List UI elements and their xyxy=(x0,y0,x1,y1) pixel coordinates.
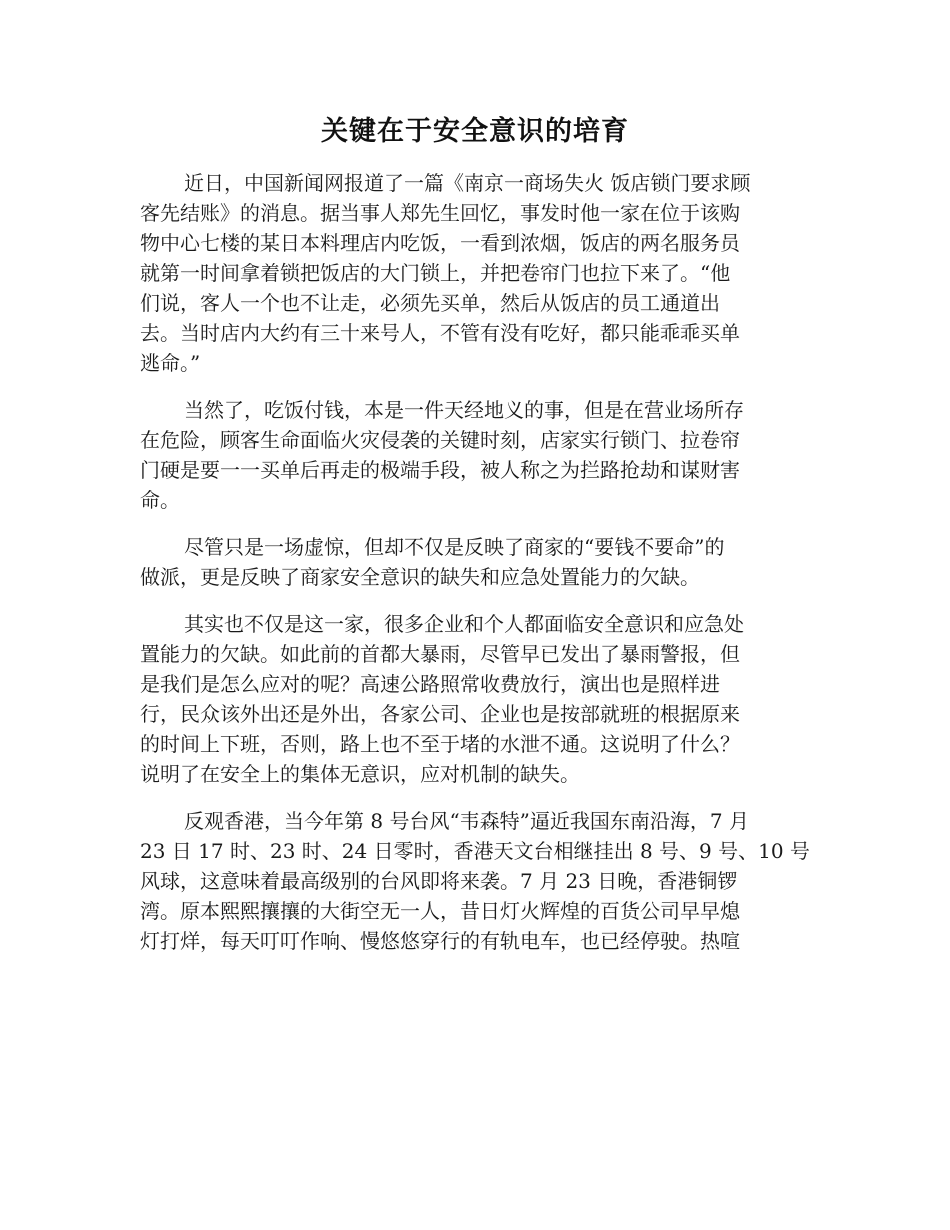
paragraph-line: 反观香港，当今年第 8 号台风“韦森特”逼近我国东南沿海，7 月 xyxy=(184,809,749,833)
paragraph-4 xyxy=(140,609,812,789)
paragraph-line: 灯打烊，每天叮叮作响、慢悠悠穿行的有轨电车，也已经停驶。热喧 xyxy=(140,929,740,953)
paragraph-line: 做派，更是反映了商家安全意识的缺失和应急处置能力的欠缺。 xyxy=(140,565,700,589)
paragraph-3 xyxy=(140,532,812,592)
paragraph-line: 门硬是要一一买单后再走的极端手段，被人称之为拦路抢劫和谋财害 xyxy=(140,458,740,482)
paragraph-line: 其实也不仅是这一家，很多企业和个人都面临安全意识和应急处 xyxy=(184,612,744,636)
document-body xyxy=(140,168,812,973)
paragraph-line: 客先结账》的消息。据当事人郑先生回忆，事发时他一家在位于该购 xyxy=(140,201,740,225)
paragraph-1 xyxy=(140,168,812,378)
paragraph-line: 物中心七楼的某日本料理店内吃饭，一看到浓烟，饭店的两名服务员 xyxy=(140,231,740,255)
paragraph-line: 23 日 17 时、23 时、24 日零时，香港天文台相继挂出 8 号、9 号、10 号 xyxy=(140,839,810,863)
paragraph-line: 命。 xyxy=(140,488,180,512)
paragraph-line: 就第一时间拿着锁把饭店的大门锁上，并把卷帘门也拉下来了。“他 xyxy=(140,261,731,285)
document-title: 关键在于安全意识的培育 xyxy=(321,116,629,147)
paragraph-line: 湾。原本熙熙攘攘的大街空无一人，昔日灯火辉煌的百货公司早早熄 xyxy=(140,899,740,923)
paragraph-line: 置能力的欠缺。如此前的首都大暴雨，尽管早已发出了暴雨警报，但 xyxy=(140,642,740,666)
paragraph-line: 逃命。” xyxy=(140,351,201,375)
paragraph-line: 近日，中国新闻网报道了一篇《南京一商场失火 饭店锁门要求顾 xyxy=(184,171,751,195)
paragraph-2 xyxy=(140,395,812,515)
paragraph-line: 说明了在安全上的集体无意识，应对机制的缺失。 xyxy=(140,762,580,786)
paragraph-line: 的时间上下班，否则，路上也不至于堵的水泄不通。这说明了什么？ xyxy=(140,732,740,756)
paragraph-line: 风球，这意味着最高级别的台风即将来袭。7 月 23 日晚，香港铜锣 xyxy=(140,869,738,893)
paragraph-5 xyxy=(140,806,812,956)
paragraph-line: 去。当时店内大约有三十来号人，不管有没有吃好，都只能乖乖买单 xyxy=(140,321,740,345)
paragraph-line: 行，民众该外出还是外出，各家公司、企业也是按部就班的根据原来 xyxy=(140,702,740,726)
paragraph-line: 是我们是怎么应对的呢？高速公路照常收费放行，演出也是照样进 xyxy=(140,672,720,696)
paragraph-line: 当然了，吃饭付钱，本是一件天经地义的事，但是在营业场所存 xyxy=(184,398,744,422)
paragraph-line: 们说，客人一个也不让走，必须先买单，然后从饭店的员工通道出 xyxy=(140,291,720,315)
paragraph-line: 在危险，顾客生命面临火灾侵袭的关键时刻，店家实行锁门、拉卷帘 xyxy=(140,428,740,452)
paragraph-line: 尽管只是一场虚惊，但却不仅是反映了商家的“要钱不要命”的 xyxy=(184,535,725,559)
